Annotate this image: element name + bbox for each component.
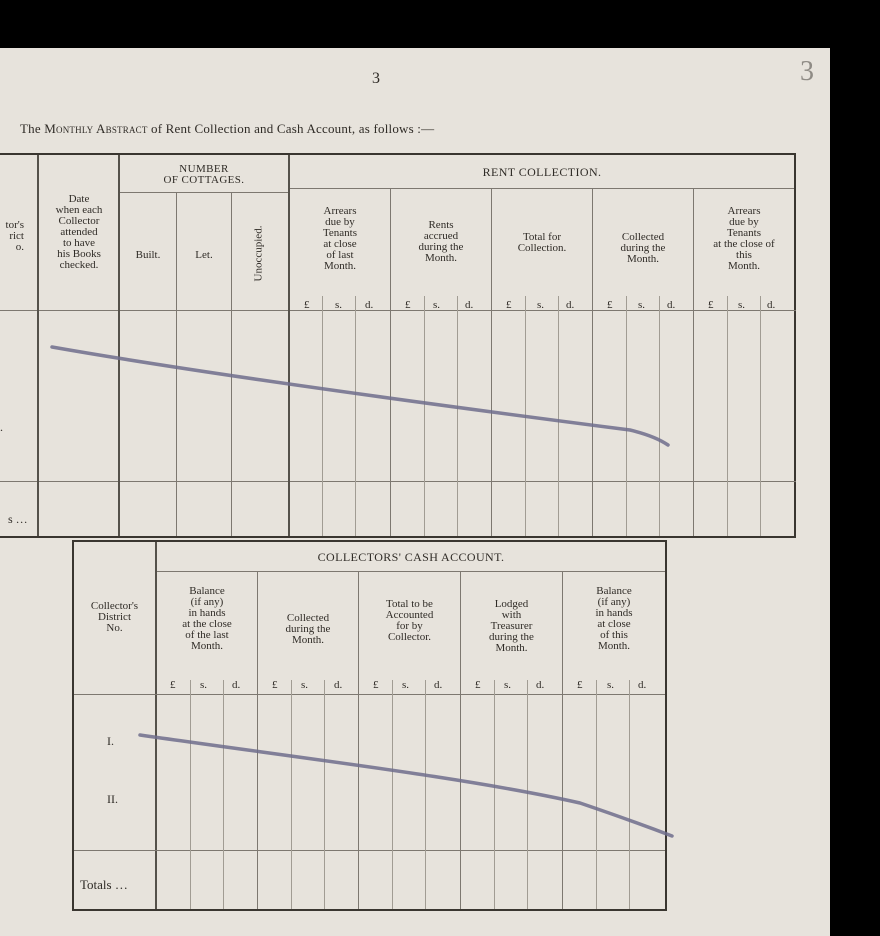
number-of-cottages-header: NUMBER OF COTTAGES. — [163, 163, 245, 186]
unoccupied-header: Unoccupied. — [252, 225, 265, 282]
date-checked-header: Date when each Collector attended to have his Books checked. — [55, 193, 103, 271]
page-number: 3 — [372, 70, 380, 87]
totals-row-label: Totals … — [80, 877, 128, 892]
cash-col-total-accounted: Total to be Accounted for by Collector. — [385, 598, 434, 643]
cash-col-collected: Collected during the Month. — [285, 612, 331, 646]
page-title: The Monthly Abstract of Rent Collection and Cash Account, as follows :— — [20, 121, 435, 136]
collector-district-header-fragment: tor's rict o. — [5, 219, 24, 253]
page-number-corner: 3 — [800, 56, 814, 87]
totals-fragment: s … — [8, 512, 28, 526]
cash-col-lodged: Lodged with Treasurer during the Month. — [489, 598, 534, 654]
document-page: 3 3 The Monthly Abstract of Rent Collection and Cash Account, as follows :— tor's rict o. Date when each Collector attended to have his Books checked. NUMBER OF COTTAGES. Built. Let. Unoccupied. RENT COLLECTION. Arrears due by Tenants at close of last Month. Rents accrued during the Month. Total for Collection. Collected during the Month. Arrears due by Tenants at the close of this Month. £ s. d. £ s. d. £ s. d. £ s. d. £ s. d. . s … Collector's District No. COLLECTORS' CASH ACCOUNT. Balance (if any) in hands at the close of the last Month. Collected during the Month. Total to be Accounted for by Collector. Lodged with Treasurer during the Month. Balance (if any) in hands at close of this Month. £ s. d. £ s. d. £ s. d. £ s. d. £ s. d. I. II. Totals … — [0, 48, 830, 936]
rent-collection-header: RENT COLLECTION. — [482, 165, 602, 179]
rent-col-collected: Collected during the Month. — [620, 231, 666, 265]
pencil-strike-marks — [0, 48, 830, 936]
cash-col-balance-end: Balance (if any) in hands at close of this Month. — [595, 585, 633, 652]
cash-col-balance-start: Balance (if any) in hands at the close of the last Month. — [182, 585, 232, 652]
row-label-district-1: I. — [107, 734, 114, 748]
let-header: Let. — [195, 249, 213, 261]
rent-col-total: Total for Collection. — [517, 231, 567, 254]
collector-district-header: Collector's District No. — [90, 600, 139, 634]
collectors-cash-account-header: COLLECTORS' CASH ACCOUNT. — [317, 550, 505, 564]
rent-col-rents-accrued: Rents accrued during the Month. — [418, 219, 464, 264]
rent-col-arrears-end: Arrears due by Tenants at the close of this Month. — [713, 205, 775, 272]
pencil-strike-cash — [140, 735, 672, 836]
row-fragment-dot: . — [0, 420, 3, 434]
rent-col-arrears-start: Arrears due by Tenants at close of last Month. — [322, 205, 358, 272]
built-header: Built. — [135, 249, 161, 261]
pencil-strike-rent — [52, 347, 668, 445]
row-label-district-2: II. — [107, 792, 118, 806]
